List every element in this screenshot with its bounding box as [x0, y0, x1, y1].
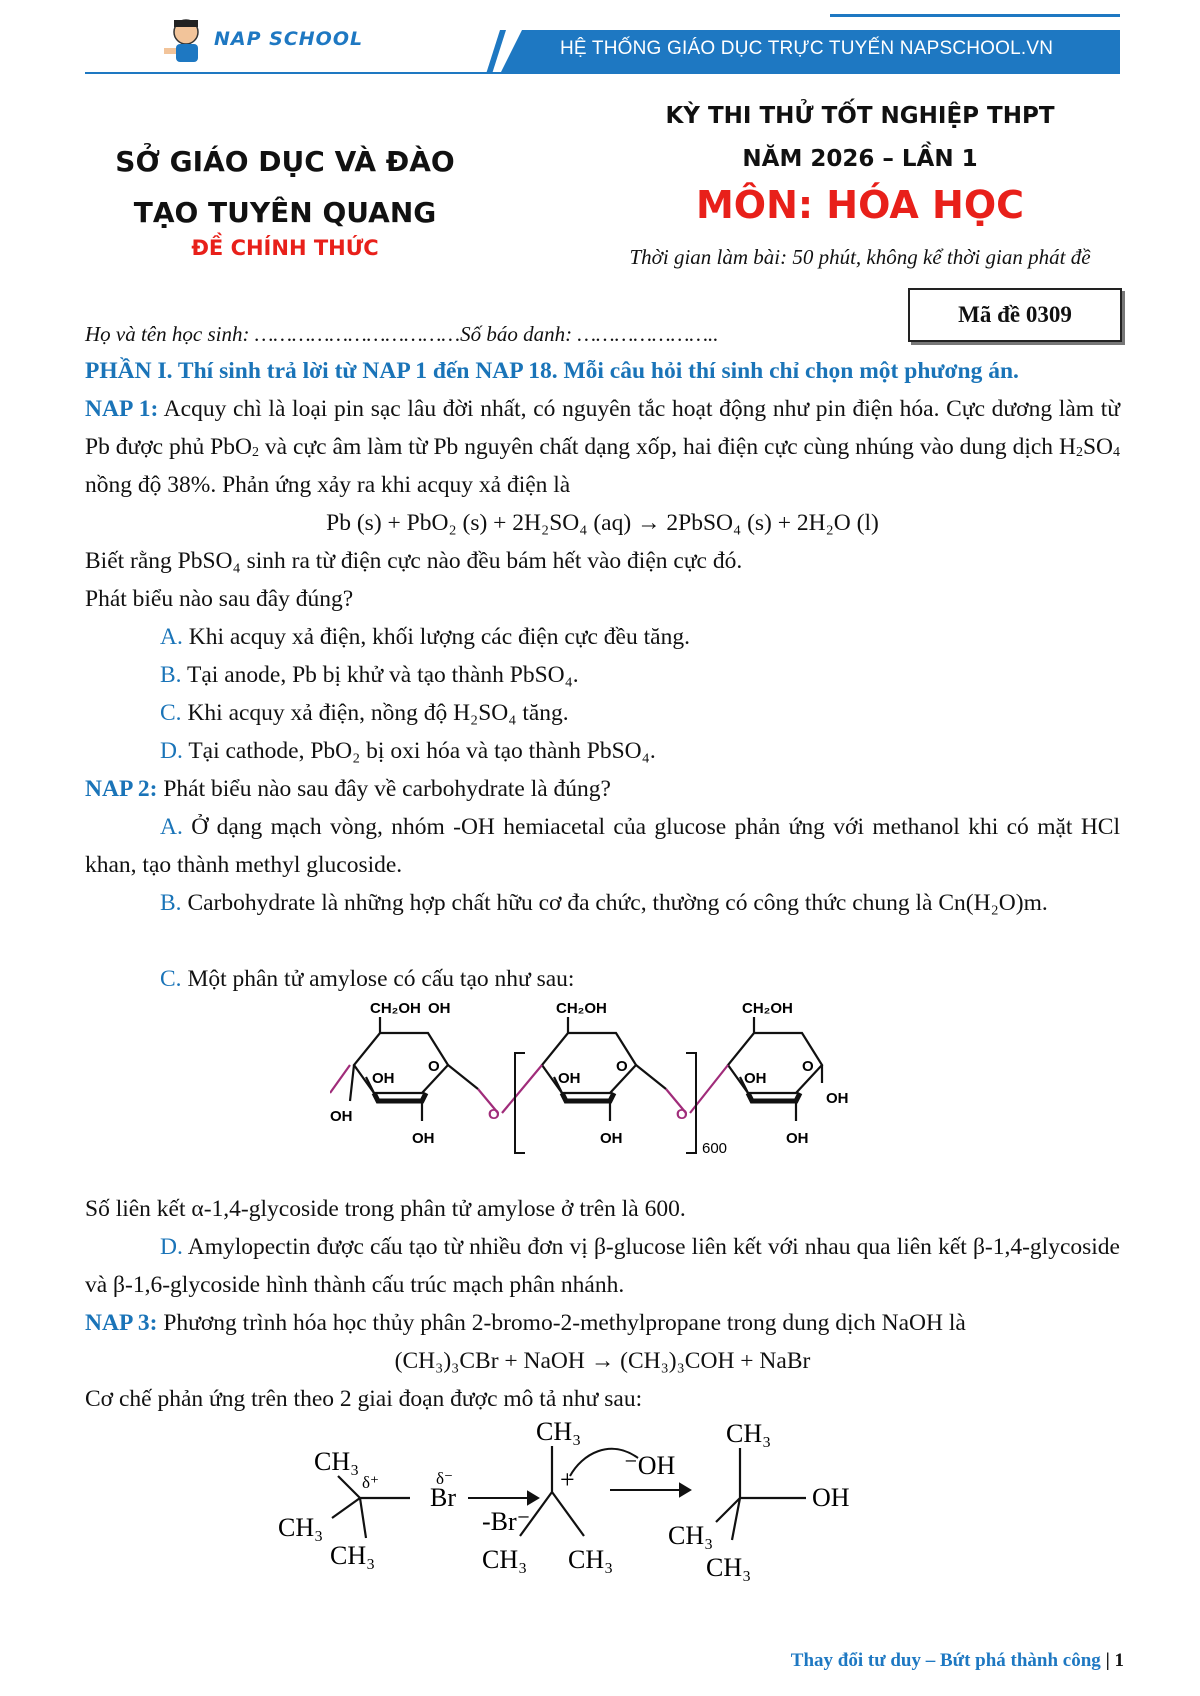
- leaving-group-label: -Br⁻: [482, 1507, 531, 1536]
- bridge-o-label: O: [676, 1106, 688, 1123]
- footer-slogan: Thay đổi tư duy – Bứt phá thành công: [790, 1650, 1101, 1671]
- q1-options: [85, 618, 1120, 770]
- sn1-mechanism: [270, 1418, 950, 1588]
- question-label: NAP 3:: [85, 1310, 158, 1336]
- header-top-rule: [830, 14, 1120, 17]
- q1-ask: Phát biểu nào sau đây đúng?: [85, 586, 354, 612]
- page-number: | 1: [1105, 1650, 1124, 1671]
- ch3-label: CH₃: [482, 1545, 528, 1574]
- glucose-ring: [542, 1017, 666, 1121]
- ch2oh-label: CH₂OH: [556, 1000, 607, 1017]
- student-info-line: Họ và tên học sinh: ……………………………Số báo danh: …………………..: [85, 322, 719, 346]
- q2-option-c-note: Số liên kết α-1,4-glycoside trong phân tử amylose ở trên là 600.: [85, 1196, 686, 1222]
- exam-time: Thời gian làm bài: 50 phút, không kể thời gian phát đề: [629, 245, 1091, 269]
- oh-label: OH: [330, 1108, 353, 1125]
- oh-label: OH: [558, 1070, 581, 1087]
- reaction-arrow: [610, 1484, 690, 1496]
- question-label: NAP 2:: [85, 776, 158, 802]
- question-3: NAP 3: Phương trình hóa học thủy phân 2-bromo-2-methylpropane trong dung dịch NaOH là: [85, 1310, 966, 1336]
- ch2oh-label: CH₂OH: [370, 1000, 421, 1017]
- question-2: NAP 2: Phát biểu nào sau đây về carbohydrate là đúng?: [85, 776, 611, 802]
- ch2oh-label: CH₂OH: [742, 1000, 793, 1017]
- reaction-arrow: [468, 1492, 538, 1504]
- ring-o-label: O: [616, 1058, 628, 1075]
- ch3-label: CH₃: [706, 1553, 752, 1582]
- hydroxide-label: ⁻OH: [624, 1451, 676, 1480]
- product: [716, 1448, 806, 1540]
- ch3-label: CH₃: [726, 1419, 772, 1448]
- ch3-label: CH₃: [314, 1447, 360, 1476]
- header-system-text: HỆ THỐNG GIÁO DỤC TRỰC TUYẾN NAPSCHOOL.VN: [560, 38, 1054, 59]
- ch3-label: CH₃: [278, 1513, 324, 1542]
- q2-option-a[interactable]: A. Ở dạng mạch vòng, nhóm -OH hemiacetal của glucose phản ứng với methanol khi có mặt HCl khan, tạo thành methyl glucoside.: [85, 814, 1120, 878]
- ring-o-label: O: [428, 1058, 440, 1075]
- amylose-structure: [330, 993, 870, 1183]
- header-band-stripe: [486, 30, 506, 74]
- exam-title: KỲ THI THỬ TỐT NGHIỆP THPT NĂM 2026 – LẦN 1: [665, 103, 1055, 172]
- option-a[interactable]: A. Khi acquy xả điện, khối lượng các điện cực đều tăng.: [160, 624, 690, 650]
- oh-label: OH: [812, 1483, 850, 1512]
- q1-equation: Pb (s) + PbO₂ (s) + 2H₂SO₄ (aq) → 2PbSO₄ (s) + 2H₂O (l): [326, 510, 879, 536]
- official-label: ĐỀ CHÍNH THỨC: [191, 236, 379, 260]
- ring-o-label: O: [802, 1058, 814, 1075]
- q3-mechanism-text: Cơ chế phản ứng trên theo 2 giai đoạn được mô tả như sau:: [85, 1386, 643, 1412]
- oh-label: OH: [600, 1130, 623, 1147]
- bridge-o-label: O: [488, 1106, 500, 1123]
- footer: [791, 1650, 1124, 1672]
- oh-label: OH: [428, 1000, 451, 1017]
- option-b[interactable]: B. Tại anode, Pb bị khử và tạo thành PbSO₄.: [160, 662, 579, 688]
- glucose-ring: [350, 1017, 478, 1121]
- oh-label: OH: [412, 1130, 435, 1147]
- q2-option-c[interactable]: C. Một phân tử amylose có cấu tạo như sau:: [160, 966, 575, 992]
- oh-label: OH: [372, 1070, 395, 1087]
- option-d[interactable]: D. Tại cathode, PbO₂ bị oxi hóa và tạo thành PbSO₄.: [160, 738, 656, 764]
- oh-label: OH: [744, 1070, 767, 1087]
- part1-heading: PHẦN I. Thí sinh trả lời từ NAP 1 đến NAP 18. Mỗi câu hỏi thí sinh chỉ chọn một phương án.: [85, 358, 1019, 384]
- option-c[interactable]: C. Khi acquy xả điện, nồng độ H₂SO₄ tăng.: [160, 700, 569, 726]
- delta-plus-label: δ⁺: [362, 1473, 379, 1492]
- q3-equation: (CH₃)₃CBr + NaOH → (CH₃)₃COH + NaBr: [394, 1348, 811, 1374]
- ch3-label: CH₃: [568, 1545, 614, 1574]
- cation-plus-label: +: [560, 1465, 575, 1494]
- oh-label: OH: [826, 1090, 849, 1107]
- ch3-label: CH₃: [330, 1541, 376, 1570]
- exam-code-box: Mã đề 0309: [908, 288, 1122, 342]
- ch3-label: CH₃: [668, 1521, 714, 1550]
- subject-title: MÔN: HÓA HỌC: [695, 183, 1025, 227]
- question-1: NAP 1: Acquy chì là loại pin sạc lâu đời nhất, có nguyên tắc hoạt động như pin điện hóa. Cực dương làm từ Pb được phủ PbO$_2$ và cực âm làm từ Pb nguyên chất dạng xốp, hai điện cực cùng nhúng vào dung dịch $H_2SO_4$ nồng độ 38%. Phản ứng xảy ra khi acquy xả điện là: [85, 396, 1120, 498]
- oh-label: OH: [786, 1130, 809, 1147]
- header-rule: [85, 72, 1120, 74]
- repeat-count: 600: [702, 1140, 728, 1157]
- q2-option-d[interactable]: D. Amylopectin được cấu tạo từ nhiều đơn vị β-glucose liên kết với nhau qua liên kết β-1,4-glycoside và β-1,6-glycoside hình thành cấu trúc mạch phân nhánh.: [85, 1234, 1120, 1298]
- q2-option-b[interactable]: B. Carbohydrate là những hợp chất hữu cơ đa chức, thường có công thức chung là Cn(H₂O)m.: [160, 890, 1048, 916]
- br-label: Br: [430, 1483, 456, 1512]
- ch3-label: CH₃: [536, 1418, 582, 1446]
- department-name: SỞ GIÁO DỤC VÀ ĐÀO TẠO TUYÊN QUANG: [115, 145, 455, 229]
- logo: [160, 16, 390, 66]
- q1-note: Biết rằng PbSO₄ sinh ra từ điện cực nào đều bám hết vào điện cực đó.: [85, 548, 743, 574]
- logo-text: NAP SCHOOL: [214, 28, 364, 50]
- question-label: NAP 1:: [85, 396, 159, 422]
- delta-minus-label: δ⁻: [436, 1469, 453, 1488]
